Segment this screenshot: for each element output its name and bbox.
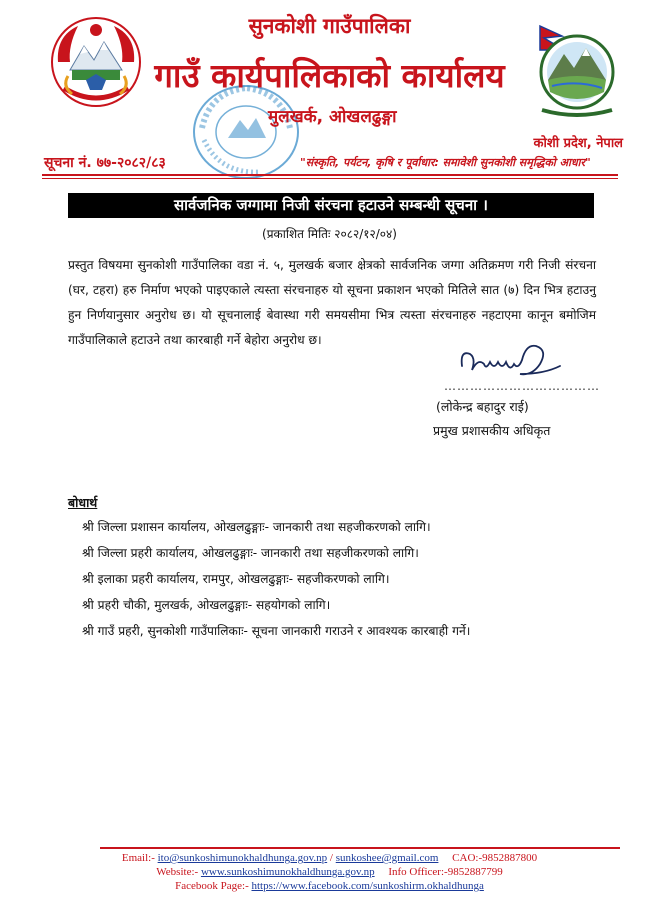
facebook-link[interactable]: https://www.facebook.com/sunkoshirm.okhaldhunga <box>251 880 484 892</box>
website-link[interactable]: www.sunkoshimunokhaldhunga.gov.np <box>200 866 375 878</box>
office-stamp-icon <box>190 82 302 186</box>
cc-item: श्री इलाका प्रहरी कार्यालय, रामपुर, ओखलढुङ्गाः- सहजीकरणको लागि। <box>82 572 390 586</box>
header-divider <box>42 174 618 176</box>
facebook-label: Facebook Page:- <box>175 880 252 892</box>
cc-item: श्री जिल्ला प्रहरी कार्यालय, ओखलढुङ्गाः- जानकारी तथा सहजीकरणको लागि। <box>82 546 419 560</box>
cc-item: श्री जिल्ला प्रशासन कार्यालय, ओखलढुङ्गाः- जानकारी तथा सहजीकरणको लागि। <box>82 520 431 534</box>
email-link-1[interactable]: ito@sunkoshimunokhaldhunga.gov.np <box>157 852 328 864</box>
footer-email-line <box>0 852 659 864</box>
footer-facebook-line <box>0 880 659 892</box>
municipality-name: सुनकोशी गाउँपालिका <box>248 14 411 38</box>
office-address: मुलखर्क, ओखलढुङ्गा <box>268 107 397 127</box>
cc-item: श्री प्रहरी चौकी, मुलखर्क, ओखलढुङ्गाः- सहयोगको लागि। <box>82 598 331 612</box>
email-link-2[interactable]: sunkoshee@gmail.com <box>335 852 439 864</box>
email-separator: / <box>327 852 336 864</box>
province-label: कोशी प्रदेश, नेपाल <box>533 136 623 151</box>
email-label: Email:- <box>121 852 158 864</box>
signatory-name: (लोकेन्द्र बहादुर राई) <box>436 399 529 414</box>
website-label: Website:- <box>156 866 201 878</box>
cc-heading: बोधार्थ <box>68 495 98 510</box>
signature-line: ……………………………… <box>444 379 600 393</box>
cao-phone: CAO:-9852887800 <box>452 852 538 864</box>
slogan: "संस्कृति, पर्यटन, कृषि र पूर्वाधार: समावेशी सुनकोशी समृद्धिको आधार" <box>300 156 591 169</box>
header-divider-thin <box>42 178 618 179</box>
footer-website-line <box>0 866 659 878</box>
notice-number: सूचना नं. ७७-२०८२/८३ <box>44 155 166 171</box>
footer-divider <box>100 847 620 849</box>
notice-body: प्रस्तुत विषयमा सुनकोशी गाउँपालिका वडा नं. ५, मुलखर्क बजार क्षेत्रको सार्वजनिक जग्गा अतिक्रमण गरी निजी संरचना (घर, टहरा) हरु निर्माण भएको पाइएकाले त्यस्ता संरचनाहरु यो सूचना प्रकाशन भएको मितिले सात (७) दिन भित्र हटाउनु हुन निर्णयानुसार अनुरोध छ। यो सूचनालाई बेवास्था गरी समयसीमा भित्र त्यस्ता संरचनाहरु नहटाएमा कानून बमोजिम गाउँपालिकाले हटाउने तथा कारबाही गर्ने बेहोरा अनुरोध छ। <box>68 258 596 347</box>
signatory-designation: प्रमुख प्रशासकीय अधिकृत <box>433 423 551 438</box>
published-date: (प्रकाशित मितिः २०८२/१२/०४) <box>262 227 397 241</box>
office-name: गाउँ कार्यपालिकाको कार्यालय <box>154 56 505 95</box>
info-officer-phone: Info Officer:-9852887799 <box>388 866 503 878</box>
cc-list <box>82 514 470 644</box>
cc-item: श्री गाउँ प्रहरी, सुनकोशी गाउँपालिकाः- सूचना जानकारी गराउने र आवश्यक कारबाही गर्ने। <box>82 624 471 638</box>
notice-title: सार्वजनिक जग्गामा निजी संरचना हटाउने सम्बन्धी सूचना । <box>68 193 594 218</box>
